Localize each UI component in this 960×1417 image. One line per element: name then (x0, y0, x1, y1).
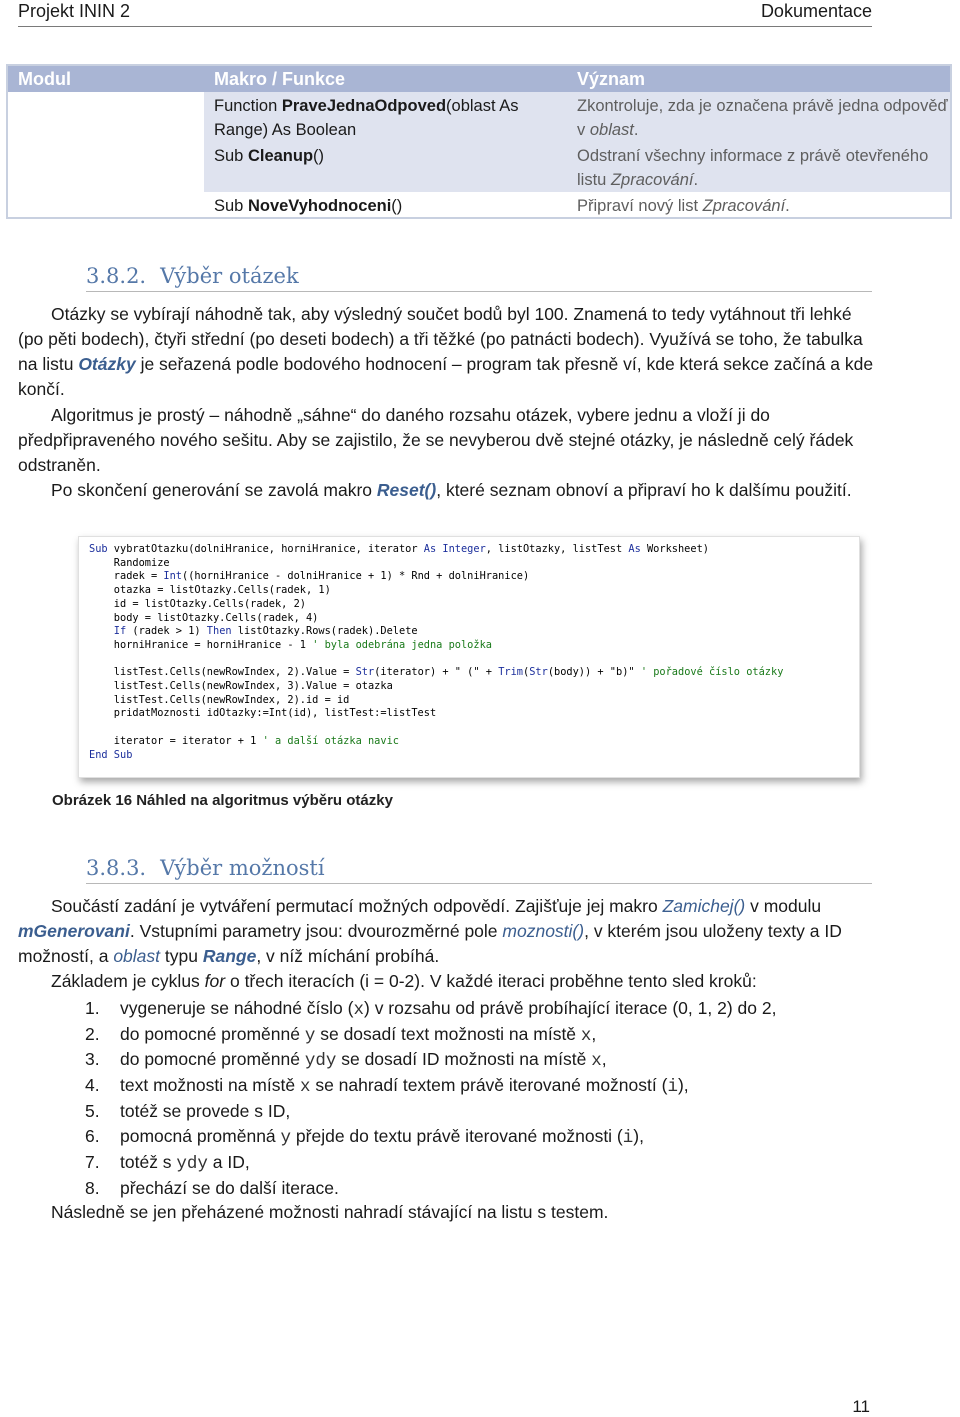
header-project-title: Projekt ININ 2 (18, 1, 131, 21)
table-row-3-macro: Sub NoveVyhodnoceni() (214, 197, 403, 215)
vba-code-listing: Sub vybratOtazku(dolniHranice, horniHranice, iterator As Integer, listOtazky, listTest As Worksheet) Randomize radek = Int((horniHranice - dolniHranice + 1) * Rnd + dolniHranice) otazka = listOtazky.Cells(radek, 1) id = listOtazky.Cells(radek, 2) body = listOtazky.Cells(radek, 4) If (radek > 1) Then listOtazky.Rows(radek).Delete horniHranice = horniHranice - 1 ' byla odebrána jedna položka listTest.Cells(newRowIndex, 2).Value = Str(iterator) + " (" + Trim(Str(body)) + "b)" ' pořadové číslo otázky listTest.Cells(newRowIndex, 3).Value = otazka listTest.Cells(newRowIndex, 2).id = id pridatMoznosti idOtazky:=Int(id), listTest:=listTest iterator = iterator + 1 ' a další otázka navic End Sub (89, 543, 784, 761)
section2-paragraph-3: Následně se jen přeházené možnosti nahradí stávající na listu s testem. (51, 1202, 609, 1222)
header-doc-title: Dokumentace (760, 1, 872, 21)
col-header-meaning: Význam (577, 69, 646, 89)
table-row-2-macro: Sub Cleanup() (214, 147, 325, 165)
list-item: 3. do pomocné proměnné ydy se dosadí ID možnosti na místě x, (85, 1049, 607, 1072)
figure-caption: Obrázek 16 Náhled na algoritmus výběru otázky (52, 792, 393, 809)
code-screenshot (78, 536, 860, 778)
list-item: 5. totéž se provede s ID, (85, 1100, 291, 1121)
list-item: 6. pomocná proměnná y přejde do textu právě iterované možnosti (i), (85, 1126, 644, 1149)
section-heading-question-selection: 3.8.2. Výběr otázek (86, 264, 872, 292)
list-item: 2. do pomocné proměnné y se dosadí text možnosti na místě x, (85, 1023, 597, 1046)
list-item: 8. přechází se do další iterace. (85, 1177, 339, 1198)
macro-table (6, 64, 952, 219)
table-row-1-desc: Zkontroluje, zda je označena právě jedna odpověď v oblast. (577, 97, 948, 139)
page-header (18, 0, 872, 27)
col-header-module: Modul (18, 69, 71, 89)
table-row-3-desc: Připraví nový list Zpracování. (577, 197, 790, 215)
section2-paragraph-1: Součástí zadání je vytváření permutací možných odpovědí. Zajišťuje jej makro Zamichej() v modulu mGenerovani. Vstupními parametry jsou: dvourozměrné pole moznosti(), v kterém jsou uloženy texty a ID možností, a oblast typu Range, v níž míchání probíhá. (18, 896, 842, 966)
section1-paragraph-3: Po skončení generování se zavolá makro Reset(), které seznam obnoví a připraví ho k dalšímu použití. (51, 480, 852, 500)
list-item: 4. text možnosti na místě x se nahradí textem právě iterované možností (i), (85, 1075, 689, 1098)
table-row-2-desc: Odstraní všechny informace z právě otevřeného listu Zpracování. (577, 147, 929, 189)
col-header-macro: Makro / Funkce (214, 69, 346, 89)
list-item: 1. vygeneruje se náhodné číslo (x) v rozsahu od právě probíhající iterace (0, 1, 2) do 2, (85, 998, 777, 1020)
page-number: 11 (852, 1397, 870, 1416)
steps-list (85, 996, 885, 1202)
list-item: 7. totéž s ydy a ID, (85, 1152, 250, 1175)
section-heading-option-selection: 3.8.3. Výběr možností (86, 856, 872, 884)
section1-paragraph-2: Algoritmus je prostý – náhodně „sáhne“ do daného rozsahu otázek, vybere jednu a vloží ji do předpřipraveného nového sešitu. Aby se zajistilo, že se nevyberou dvě stejné otázky, je následně celý řádek odstraněn. (18, 405, 854, 475)
table-header (8, 66, 950, 92)
section2-paragraph-2: Základem je cyklus for o třech iteracích (i = 0-2). V každé iteraci proběhne tento sled kroků: (51, 971, 757, 991)
table-row-1-macro: Function PraveJednaOdpoved(oblast As Range) As Boolean (214, 97, 519, 139)
section1-paragraph-1: Otázky se vybírají náhodně tak, aby výsledný součet bodů byl 100. Znamená to tedy vytáhnout tři lehké (po pěti bodech), čtyři střední (po deseti bodech) a tři těžké (po patnácti bodech). Využívá se toho, že tabulka na listu Otázky je seřazená podle bodového hodnocení – program tak přesně ví, kde která sekce začíná a kde končí. (18, 304, 874, 399)
